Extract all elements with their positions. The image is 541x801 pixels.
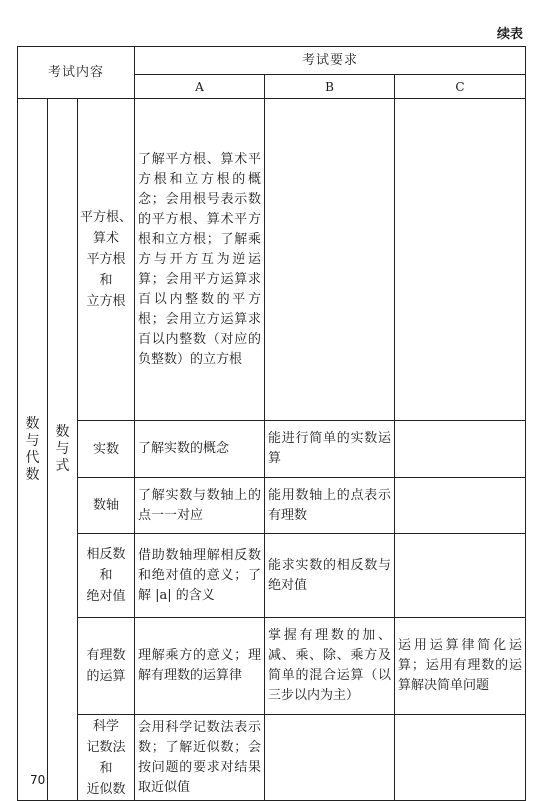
level-b-cell bbox=[265, 99, 395, 421]
level-b-cell: 掌握有理数的加、减、乘、除、乘方及简单的混合运算（以三步以内为主） bbox=[265, 618, 395, 715]
table-row bbox=[18, 421, 526, 478]
continued-table-label: 续表 bbox=[496, 27, 523, 42]
level-c-cell bbox=[395, 99, 526, 421]
table-row bbox=[18, 478, 526, 534]
subsection-label bbox=[48, 99, 78, 801]
level-a-cell: 了解实数与数轴上的点一一对应 bbox=[135, 478, 265, 534]
level-a-cell: 理解乘方的意义；理解有理数的运算律 bbox=[135, 618, 265, 715]
header-exam-requirements: 考试要求 bbox=[135, 47, 526, 75]
exam-requirements-table bbox=[17, 46, 526, 801]
table-row bbox=[18, 715, 526, 801]
header-level-a: A bbox=[135, 75, 265, 99]
level-b-cell: 能进行简单的实数运算 bbox=[265, 421, 395, 478]
level-a-cell: 会用科学记数法表示数；了解近似数；会按问题的要求对结果取近似值 bbox=[135, 715, 265, 801]
level-b-cell: 能求实数的相反数与绝对值 bbox=[265, 534, 395, 618]
table-row bbox=[18, 99, 526, 421]
section-label bbox=[18, 99, 48, 801]
topic-cell: 平方根、 算术 平方根 和 立方根 bbox=[78, 99, 135, 421]
level-c-cell bbox=[395, 478, 526, 534]
topic-cell: 相反数 和 绝对值 bbox=[78, 534, 135, 618]
level-b-cell: 能用数轴上的点表示有理数 bbox=[265, 478, 395, 534]
topic-cell: 实数 bbox=[78, 421, 135, 478]
topic-cell: 有理数 的运算 bbox=[78, 618, 135, 715]
level-a-cell: 了解实数的概念 bbox=[135, 421, 265, 478]
level-c-cell bbox=[395, 715, 526, 801]
level-c-cell bbox=[395, 534, 526, 618]
level-c-cell bbox=[395, 421, 526, 478]
level-c-cell: 运用运算律简化运算；运用有理数的运算解决简单问题 bbox=[395, 618, 526, 715]
table-row bbox=[18, 534, 526, 618]
subsection-text: 数 与 式 bbox=[55, 424, 70, 474]
header-exam-content: 考试内容 bbox=[18, 47, 135, 99]
header-level-b: B bbox=[265, 75, 395, 99]
header-level-c: C bbox=[395, 75, 526, 99]
topic-cell: 数轴 bbox=[78, 478, 135, 534]
page-number: 70 bbox=[30, 773, 46, 787]
topic-cell: 科学 记数法 和 近似数 bbox=[78, 715, 135, 801]
table-row bbox=[18, 618, 526, 715]
section-text: 数 与 代 数 bbox=[25, 415, 40, 483]
level-a-cell: 借助数轴理解相反数和绝对值的意义；了解 |a| 的含义 bbox=[135, 534, 265, 618]
level-a-cell: 了解平方根、算术平方根和立方根的概念；会用根号表示数的平方根、算术平方根和立方根；了解乘方与开方互为逆运算；会用平方运算求百以内整数的平方根；会用立方运算求百以内整数（对应的负整数）的立方根 bbox=[135, 99, 265, 421]
level-b-cell bbox=[265, 715, 395, 801]
